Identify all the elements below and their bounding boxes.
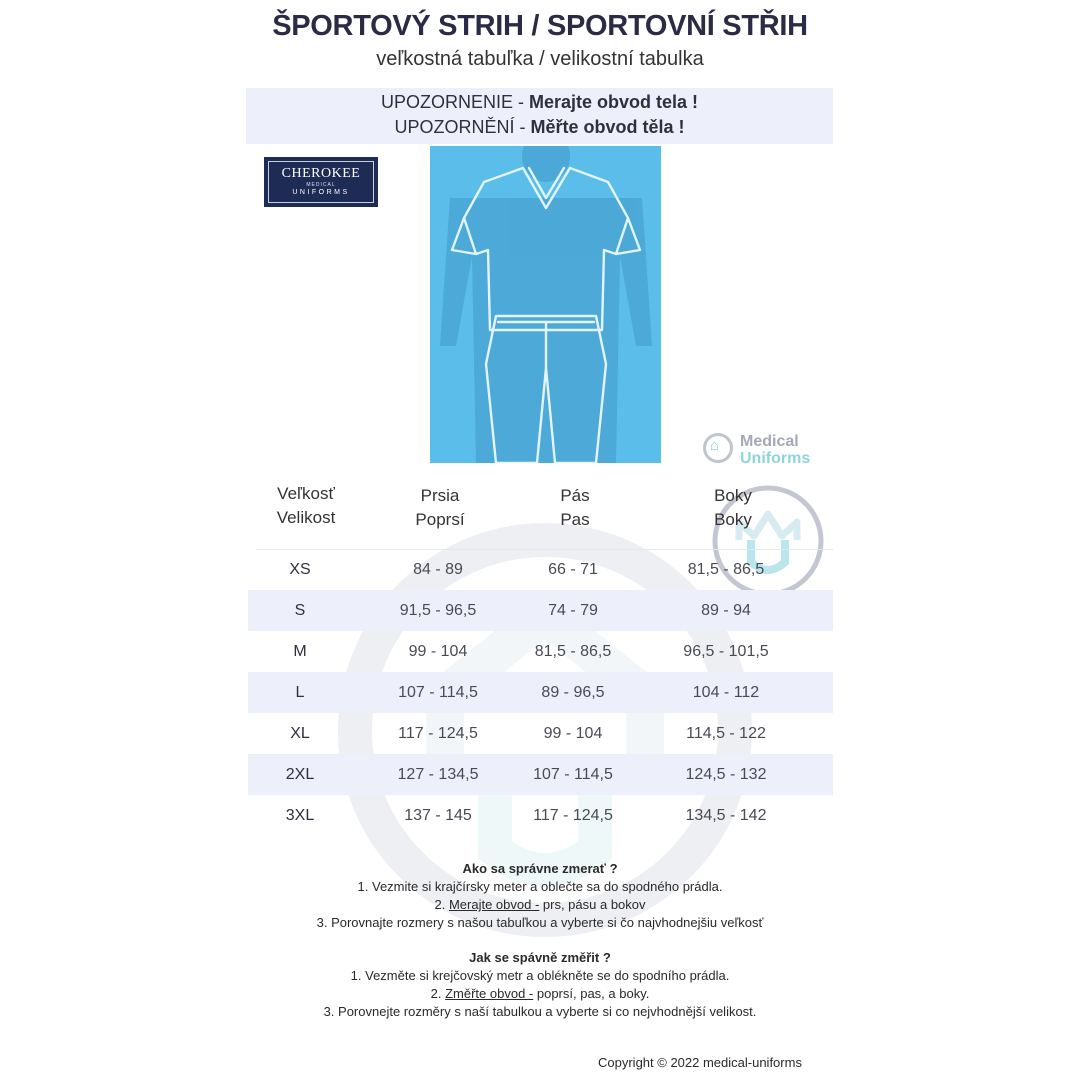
table-row-3xl bbox=[248, 795, 833, 836]
cell-hips: 96,5 - 101,5 bbox=[683, 643, 769, 660]
instructions-cz-step2-rest: poprsí, pas, a boky. bbox=[533, 986, 650, 1001]
site-logo-mark-icon: ⌂ bbox=[703, 433, 733, 463]
cell-waist: 99 - 104 bbox=[543, 725, 603, 742]
instructions-sk-step2-rest: prs, pásu a bokov bbox=[539, 897, 646, 912]
cell-waist: 107 - 114,5 bbox=[533, 766, 613, 783]
cell-waist: 66 - 71 bbox=[548, 561, 598, 578]
header-waist bbox=[525, 484, 625, 532]
cell-size: L bbox=[295, 684, 305, 701]
instructions-sk-step2-prefix: 2. bbox=[434, 897, 449, 912]
header-size-cz: Velikost bbox=[276, 508, 336, 527]
instructions-sk-step2-underlined: Merajte obvod - bbox=[448, 897, 540, 912]
warning-bold-cz: Měřte obvod těla ! bbox=[530, 117, 685, 137]
brand-logo-sub-medical: MEDICAL bbox=[306, 182, 336, 188]
header-hips-cz: Boky bbox=[714, 510, 752, 529]
table-row-m bbox=[248, 631, 833, 672]
table-row-s bbox=[248, 590, 833, 631]
scrub-figure-illustration bbox=[430, 146, 661, 463]
warning-line-cz bbox=[246, 117, 833, 138]
site-logo-line2: Uniforms bbox=[740, 450, 811, 467]
instructions-cz-step2-underlined: Změřte obvod - bbox=[445, 986, 534, 1001]
header-chest bbox=[390, 484, 490, 532]
header-hips-sk: Boky bbox=[714, 486, 752, 505]
warning-bold-sk: Merajte obvod tela ! bbox=[528, 92, 699, 112]
instructions-sk-step2 bbox=[0, 897, 1080, 912]
instructions-cz-step2-prefix: 2. bbox=[430, 986, 446, 1001]
cell-waist: 74 - 79 bbox=[548, 602, 598, 619]
cell-chest: 137 - 145 bbox=[404, 807, 472, 824]
cell-waist: 89 - 96,5 bbox=[541, 684, 605, 701]
header-size-sk: Veľkosť bbox=[277, 484, 335, 503]
page-subtitle: veľkostná tabuľka / velikostní tabulka bbox=[376, 48, 704, 70]
cell-hips: 104 - 112 bbox=[692, 684, 760, 701]
warning-prefix-cz: UPOZORNĚNÍ - bbox=[394, 117, 531, 137]
brand-logo-name: CHEROKEE bbox=[281, 166, 361, 181]
header-hips bbox=[683, 484, 783, 532]
cell-chest: 99 - 104 bbox=[408, 643, 468, 660]
cell-hips: 114,5 - 122 bbox=[686, 725, 766, 742]
instructions-sk-heading: Ako sa správne zmerať ? bbox=[462, 861, 618, 876]
cell-size: M bbox=[293, 643, 307, 660]
cell-hips: 134,5 - 142 bbox=[685, 807, 767, 824]
cell-hips: 81,5 - 86,5 bbox=[687, 561, 765, 578]
warning-line-sk bbox=[246, 92, 833, 113]
cell-hips: 124,5 - 132 bbox=[685, 766, 767, 783]
cell-size: S bbox=[294, 602, 306, 619]
cell-size: 2XL bbox=[285, 766, 315, 783]
cell-size: XL bbox=[290, 725, 310, 742]
size-table bbox=[248, 549, 833, 836]
cell-chest: 91,5 - 96,5 bbox=[399, 602, 477, 619]
instructions-cz-step2 bbox=[0, 986, 1080, 1001]
header-waist-cz: Pas bbox=[560, 510, 590, 529]
cell-chest: 107 - 114,5 bbox=[398, 684, 478, 701]
copyright: Copyright © 2022 medical-uniforms bbox=[598, 1055, 802, 1070]
table-row-2xl bbox=[248, 754, 833, 795]
table-row-l bbox=[248, 672, 833, 713]
site-logo-line1: Medical bbox=[740, 433, 799, 450]
header-size bbox=[256, 482, 356, 530]
instructions-sk-step1: 1. Vezmite si krajčírsky meter a oblečte sa do spodného prádla. bbox=[357, 879, 723, 894]
cell-chest: 117 - 124,5 bbox=[398, 725, 478, 742]
table-row-xs bbox=[248, 549, 833, 590]
instructions-cz-step3: 3. Porovnejte rozměry s naší tabulkou a vyberte si co nejvhodnější velikost. bbox=[323, 1004, 757, 1019]
cell-chest: 84 - 89 bbox=[413, 561, 463, 578]
brand-logo bbox=[264, 157, 378, 207]
warning-box bbox=[246, 88, 833, 144]
cell-size: 3XL bbox=[285, 807, 315, 824]
cell-chest: 127 - 134,5 bbox=[397, 766, 479, 783]
table-row-xl bbox=[248, 713, 833, 754]
cell-waist: 81,5 - 86,5 bbox=[534, 643, 612, 660]
instructions-cz-step1: 1. Vezměte si krejčovský metr a oblékněte se do spodního prádla. bbox=[350, 968, 730, 983]
header-waist-sk: Pás bbox=[560, 486, 590, 505]
cell-hips: 89 - 94 bbox=[701, 602, 751, 619]
header-chest-sk: Prsia bbox=[420, 486, 460, 505]
cell-waist: 117 - 124,5 bbox=[533, 807, 613, 824]
header-chest-cz: Poprsí bbox=[415, 510, 465, 529]
warning-prefix-sk: UPOZORNENIE - bbox=[380, 92, 529, 112]
page-title: ŠPORTOVÝ STRIH / SPORTOVNÍ STŘIH bbox=[272, 10, 808, 42]
cell-size: XS bbox=[289, 561, 311, 578]
instructions-cz-heading: Jak se spávně změřit ? bbox=[469, 950, 611, 965]
site-logo bbox=[703, 431, 833, 471]
instructions-sk-step3: 3. Porovnajte rozmery s našou tabuľkou a vyberte si čo najvhodnejšiu veľkosť bbox=[316, 915, 764, 930]
brand-logo-sub-uniforms: UNIFORMS bbox=[292, 189, 350, 196]
